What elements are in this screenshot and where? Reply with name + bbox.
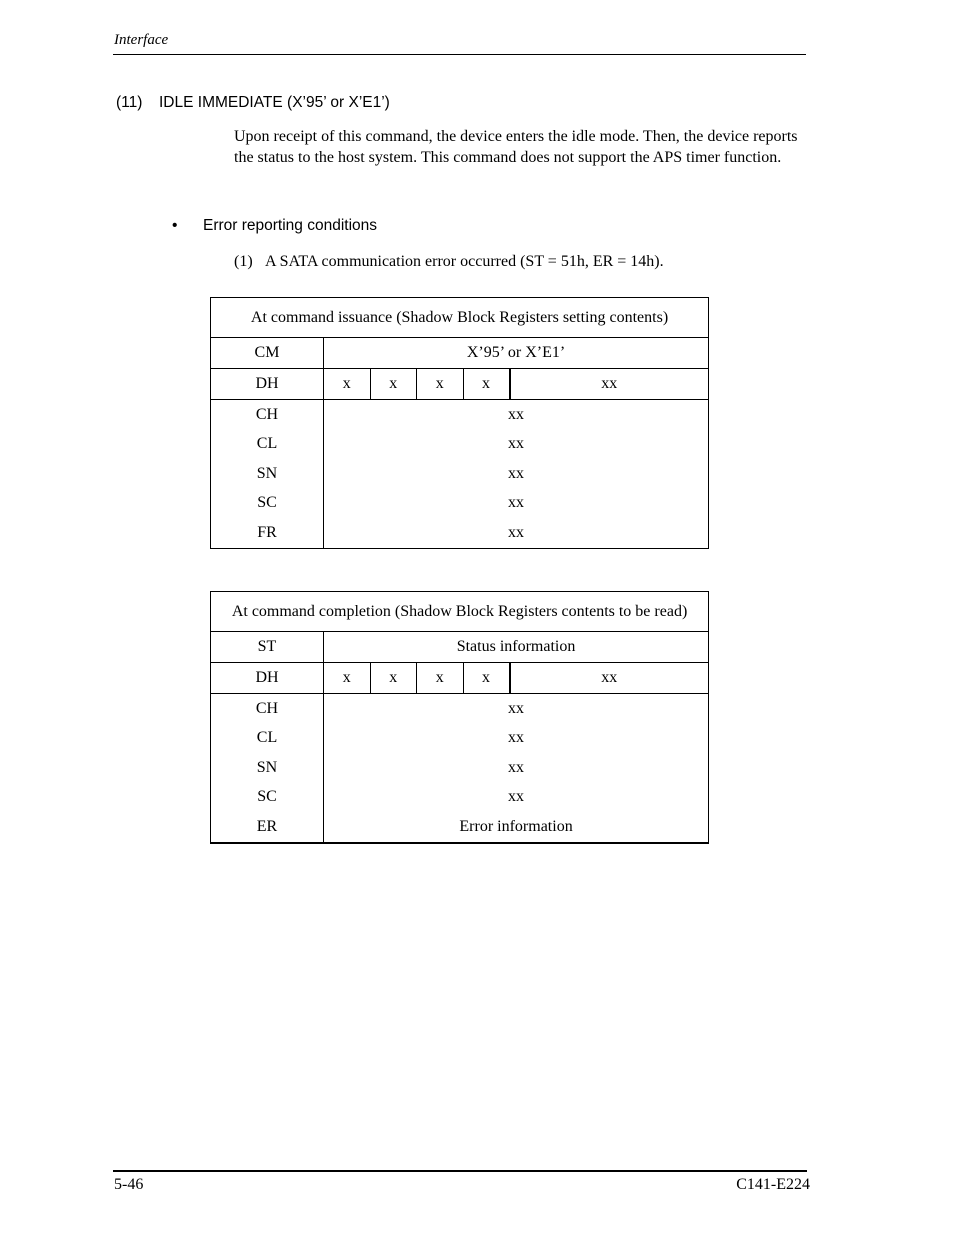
register-value: xx bbox=[324, 694, 709, 724]
table-title: At command completion (Shadow Block Registers contents to be read) bbox=[211, 592, 709, 632]
register-name: SN bbox=[211, 753, 324, 783]
register-name: CL bbox=[211, 430, 324, 460]
register-value: xx bbox=[324, 753, 709, 783]
register-name: SC bbox=[211, 783, 324, 813]
bullet-item bbox=[172, 217, 377, 235]
register-value: xx bbox=[324, 518, 709, 548]
dh-bit: x bbox=[417, 663, 464, 694]
dh-bit: x bbox=[324, 369, 371, 400]
register-value: xx bbox=[324, 783, 709, 813]
register-value: xx bbox=[324, 459, 709, 489]
register-value: xx bbox=[324, 430, 709, 460]
dh-bit: x bbox=[324, 663, 371, 694]
running-header: Interface bbox=[114, 32, 169, 48]
register-value: xx bbox=[324, 400, 709, 430]
register-name: ST bbox=[211, 632, 324, 663]
table-title: At command issuance (Shadow Block Registers setting contents) bbox=[211, 298, 709, 338]
condition-number: (1) bbox=[234, 253, 253, 270]
register-name: CM bbox=[211, 338, 324, 369]
document-id: C141-E224 bbox=[736, 1176, 810, 1193]
register-name: SC bbox=[211, 489, 324, 519]
footer-rule bbox=[113, 1170, 807, 1172]
register-name: DH bbox=[211, 663, 324, 694]
register-value: Status information bbox=[324, 632, 709, 663]
page-number: 5-46 bbox=[114, 1176, 144, 1193]
register-name: DH bbox=[211, 369, 324, 400]
section-intro: Upon receipt of this command, the device enters the idle mode. Then, the device reports the status to the host system. This command does not support the APS timer function. bbox=[234, 128, 798, 166]
register-value: xx bbox=[324, 489, 709, 519]
completion-register-table bbox=[210, 591, 709, 844]
header-rule bbox=[113, 54, 806, 55]
register-name: SN bbox=[211, 459, 324, 489]
register-name: ER bbox=[211, 812, 324, 843]
register-name: CH bbox=[211, 400, 324, 430]
register-name: CH bbox=[211, 694, 324, 724]
issuance-register-table bbox=[210, 297, 709, 549]
bullet-text: Error reporting conditions bbox=[203, 217, 378, 234]
dh-bit: x bbox=[463, 369, 510, 400]
section-heading bbox=[116, 94, 390, 112]
register-name: CL bbox=[211, 724, 324, 754]
dh-rest: xx bbox=[510, 663, 709, 694]
dh-bit: x bbox=[463, 663, 510, 694]
dh-bit: x bbox=[370, 663, 417, 694]
register-value: xx bbox=[324, 724, 709, 754]
dh-bit: x bbox=[417, 369, 464, 400]
bullet-icon: • bbox=[172, 217, 178, 234]
dh-rest: xx bbox=[510, 369, 709, 400]
register-value: X’95’ or X’E1’ bbox=[324, 338, 709, 369]
dh-bit: x bbox=[370, 369, 417, 400]
condition-item bbox=[234, 253, 664, 271]
register-name: FR bbox=[211, 518, 324, 548]
section-title: IDLE IMMEDIATE (X’95’ or X’E1’) bbox=[159, 94, 390, 111]
condition-text: A SATA communication error occurred (ST = 51h, ER = 14h). bbox=[265, 253, 664, 270]
section-number: (11) bbox=[116, 94, 143, 111]
register-value: Error information bbox=[324, 812, 709, 843]
